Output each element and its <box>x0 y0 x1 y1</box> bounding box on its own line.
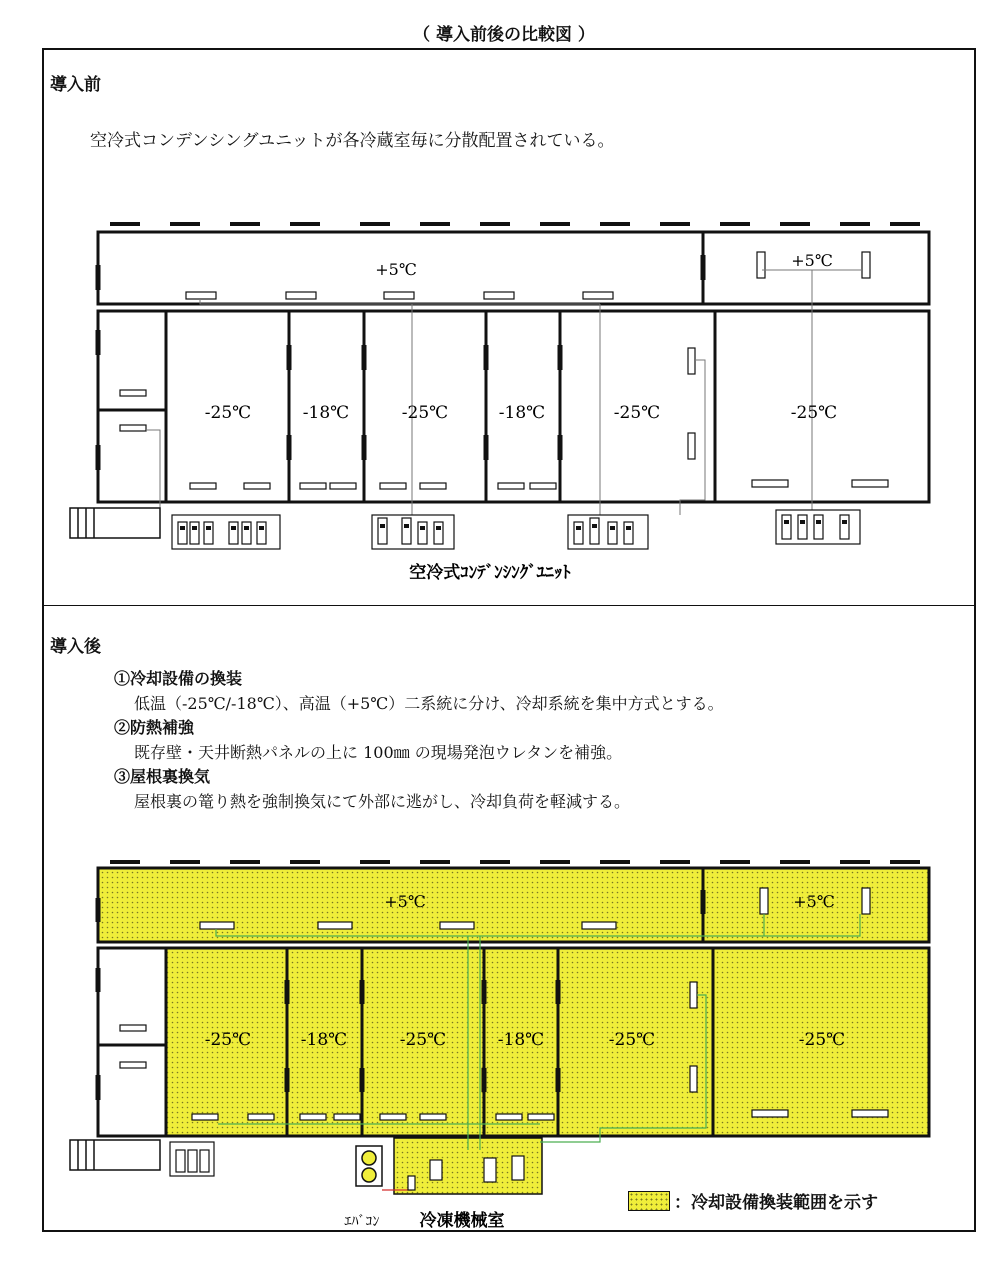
after-room-r1: -25℃ <box>204 1030 252 1050</box>
before-room-r3: -25℃ <box>401 403 449 423</box>
legend-text: ：冷却設備換装範囲を示す <box>674 1193 878 1213</box>
before-room-r6: -25℃ <box>790 403 838 423</box>
evap-label: ｴﾊﾞｺﾝ <box>344 1214 380 1230</box>
figure-title: （ 導入前後の比較図 ） <box>413 25 595 45</box>
before-room-r4: -18℃ <box>498 403 546 423</box>
after-small-unit <box>170 1142 214 1176</box>
after-room-r4: -18℃ <box>497 1030 545 1050</box>
after-item-3-body: 屋根裏の篭り熱を強制換気にて外部に逃がし、冷却負荷を軽減する。 <box>134 791 631 811</box>
before-description: 空冷式コンデンシングユニットが各冷蔵室毎に分散配置されている。 <box>90 131 615 151</box>
after-room-r3: -25℃ <box>399 1030 447 1050</box>
after-item-1-body: 低温（-25℃/-18℃）、高温（+5℃）二系統に分け、冷却系統を集中方式とする。 <box>134 693 724 713</box>
before-door-marks <box>98 255 703 470</box>
before-room-top-right: +5℃ <box>791 251 833 270</box>
after-room-r5: -25℃ <box>608 1030 656 1050</box>
before-evaporators <box>120 252 888 489</box>
after-room-r2: -18℃ <box>300 1030 348 1050</box>
before-pipes <box>146 270 862 515</box>
after-room-top-left: +5℃ <box>384 892 426 911</box>
legend <box>628 1188 878 1213</box>
before-room-top-left: +5℃ <box>375 260 417 279</box>
before-room-r5: -25℃ <box>613 403 661 423</box>
after-item-3-heading: ③屋根裏換気 <box>114 767 211 786</box>
before-stair <box>70 508 160 538</box>
after-item-2-heading: ②防熱補強 <box>114 718 195 737</box>
after-item-1-heading: ①冷却設備の換装 <box>114 669 243 688</box>
after-room-r6: -25℃ <box>798 1030 846 1050</box>
after-heading: 導入後 <box>50 637 101 657</box>
before-room-r1: -25℃ <box>204 403 252 423</box>
before-heading: 導入前 <box>50 75 101 95</box>
before-room-r2: -18℃ <box>302 403 350 423</box>
before-unit-label: 空冷式ｺﾝﾃﾞﾝｼﾝｸﾞﾕﾆｯﾄ <box>409 563 571 583</box>
before-condensing-units <box>172 510 860 549</box>
evap-condenser-icon <box>356 1146 382 1186</box>
after-room-top-right: +5℃ <box>793 892 835 911</box>
after-stair <box>70 1140 160 1170</box>
machine-room-label: 冷凍機械室 <box>419 1211 505 1231</box>
before-building-outline <box>98 232 929 502</box>
after-item-2-body: 既存壁・天井断熱パネルの上に 100㎜ の現場発泡ウレタンを補強。 <box>134 742 623 762</box>
legend-swatch <box>628 1191 670 1211</box>
